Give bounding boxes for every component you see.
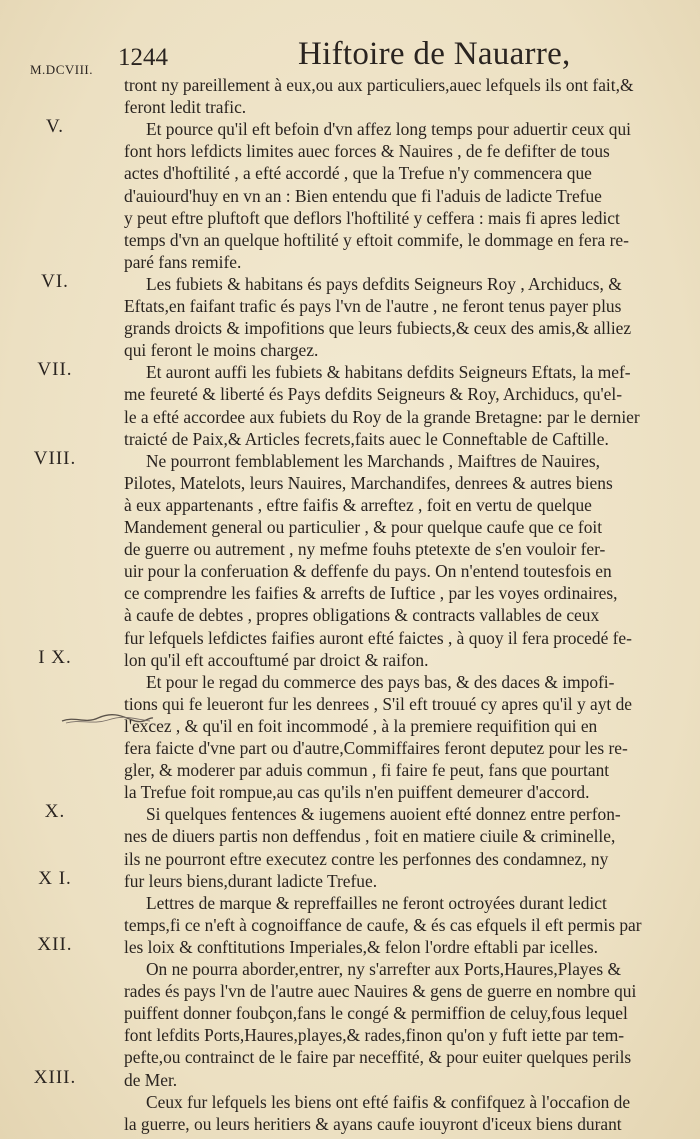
text-line: la Trefue foit rompue,au cas qu'ils n'en puiffent demeurer d'accord.	[124, 782, 590, 803]
text-line: à eux appartenants , eftre faifis & arreftez , foit en vertu de quelque	[124, 494, 592, 515]
text-line: y peut eftre pluftoft que deflors l'hoftilité y ceffera : mais fi apres ledict	[124, 207, 620, 228]
text-line: uir pour la conferuation & deffenfe du pays. On n'entend toutesfois en	[124, 561, 612, 582]
article-number: VIII.	[33, 447, 77, 469]
text-line: On ne pourra aborder,entrer, ny s'arrefter aux Ports,Haures,Playes &	[146, 959, 621, 979]
text-line: Et auront auffi les fubiets & habitans defdits Seigneurs Eftats, la mef-	[146, 362, 631, 383]
text-line: Si quelques fentences & iugemens auoient efté donnez entre perfon-	[146, 804, 621, 825]
text-line: fera faicte d'vne part ou d'autre,Commiffaires feront deputez pour les re-	[124, 738, 628, 758]
text-line: rades és pays l'vn de l'autre auec Nauires & gens de guerre en nombre qui	[124, 981, 637, 1002]
text-line: Eftats,en faifant trafic és pays l'vn de l'autre , ne feront tenus payer plus	[124, 296, 622, 316]
article-number: VII.	[37, 359, 73, 381]
article-number: XII.	[37, 933, 73, 955]
text-line: tions qui fe leueront fur les denrees , S'il eft trouué cy apres qu'il y ayt de	[124, 693, 633, 714]
text-line: actes d'hoftilité , a efté accordé , que la Trefue n'y commencera que	[124, 163, 592, 184]
text-line: tront ny pareillement à eux,ou aux particuliers,auec lefquels ils ont fait,&	[124, 75, 634, 95]
text-line: Et pource qu'il eft befoin d'vn affez long temps pour aduertir ceux qui	[146, 119, 632, 140]
text-line: Et pour le regad du commerce des pays bas, & des daces & impofi-	[146, 671, 615, 692]
text-line: le a efté accordee aux fubiets du Roy de la grande Bretagne: par le dernier	[124, 406, 640, 427]
text-line: Lettres de marque & repreffailles ne feront octroyées durant ledict	[146, 892, 607, 913]
text-line: paré fans remife.	[124, 251, 242, 272]
text-line: traicté de Paix,& Articles fecrets,faits auec le Conneftable de Caftille.	[124, 428, 609, 449]
text-line: d'auiourd'huy en vn an : Bien entendu que fi l'aduis de ladicte Trefue	[124, 185, 602, 206]
text-line: l'excez , & qu'il en foit incommodé , à la premiere requifition qui en	[124, 715, 598, 736]
text-line: lon qu'il eft accouftumé par droict & raifon.	[124, 649, 429, 670]
article-number: X.	[44, 801, 66, 823]
text-line: les loix & conftitutions Imperiales,& felon l'ordre eftabli par icelles.	[124, 936, 598, 957]
text-line: font hors lefdicts limites auec forces & Nauires , de fe defifter de tous	[124, 141, 610, 162]
text-line: fur leurs biens,durant ladicte Trefue.	[124, 870, 378, 891]
page-number: 1244	[118, 44, 168, 71]
text-line: temps,fi ce n'eft à cognoiffance de caufe, & és cas efquels il eft permis par	[124, 914, 642, 935]
text-line: ils ne pourront eftre executez contre les perfonnes des condamnez, ny	[124, 848, 609, 869]
year-marginal: M.DCVIII.	[30, 62, 93, 77]
text-line: grands droicts & impofitions que leurs fubiects,& ceux des amis,& alliez	[124, 318, 632, 339]
text-line: nes de diuers partis non deffendus , foit en matiere ciuile & criminelle,	[124, 826, 616, 847]
running-title: Hiftoire de Nauarre,	[298, 36, 571, 72]
text-line: font lefdits Ports,Haures,playes,& rades,finon qu'on y fuft iette par tem-	[124, 1025, 625, 1046]
text-line: Mandement general ou particulier , & pour quelque caufe que ce foit	[124, 517, 603, 537]
text-line: gler, & moderer par aduis commun , fi faire fe peut, fans que pourtant	[124, 760, 610, 781]
page-header	[0, 34, 700, 77]
text-line: de Mer.	[124, 1069, 178, 1090]
text-line: la guerre, ou leurs heritiers & ayans caufe iouyront d'iceux biens durant	[124, 1113, 622, 1134]
text-line: Ne pourront femblablement les Marchands , Maiftres de Nauires,	[146, 450, 600, 471]
text-line: pefte,ou contrainct de le faire par neceffité, & pour euiter quelques perils	[124, 1047, 632, 1068]
text-line: Les fubiets & habitans és pays defdits Seigneurs Roy , Archiducs, &	[146, 273, 622, 294]
article-number: XIII.	[33, 1066, 77, 1088]
text-line: fur lefquels lefdictes faifies auront efté faictes , à quoy il fera procedé fe-	[124, 627, 632, 648]
text-line: Ceux fur lefquels les biens ont efté faifis & confifquez à l'occafion de	[146, 1091, 631, 1112]
text-line: qui feront le moins chargez.	[124, 340, 319, 361]
text-line: me feureté & liberté és Pays defdits Seigneurs & Roy, Archiducs, qu'el-	[124, 384, 623, 405]
article-number: V.	[45, 116, 65, 138]
text-line: à caufe de debtes , propres obligations & contracts vallables de ceux	[124, 605, 600, 626]
text-line: puiffent donner foubçon,fans le congé & permiffion de celuy,fous lequel	[124, 1003, 628, 1024]
text-line: ce comprendre les faifies & arrefts de Iuftice , par les voyes ordinaires,	[124, 583, 618, 604]
article-number: I X.	[38, 646, 72, 668]
article-number: X I.	[38, 867, 72, 889]
article-number: VI.	[41, 270, 69, 292]
text-line: feront ledit trafic.	[124, 97, 247, 118]
text-line: de guerre ou autrement , ny mefme fouhs ptetexte de s'en vouloir fer-	[124, 539, 606, 560]
text-line: temps d'vn an quelque hoftilité y eftoit commife, le dommage en fera re-	[124, 229, 629, 250]
text-line: Pilotes, Matelots, leurs Nauires, Marchandifes, denrees & autres biens	[124, 472, 613, 493]
ink-scribble	[60, 712, 155, 726]
